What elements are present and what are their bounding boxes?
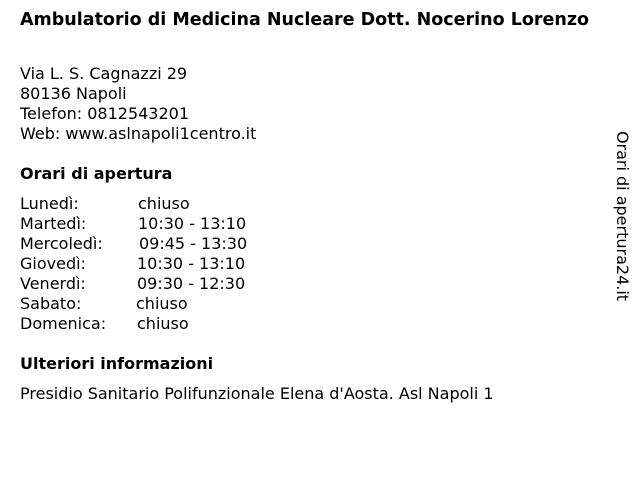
hours-value: chiuso: [137, 314, 189, 333]
day-label: Mercoledì:: [20, 234, 103, 253]
day-label: Giovedì:: [20, 254, 86, 273]
day-label: Venerdì:: [20, 274, 86, 293]
day-label: Martedì:: [20, 214, 87, 233]
day-label: Lunedì:: [20, 194, 79, 213]
more-info-text: Presidio Sanitario Polifunzionale Elena d'Aosta. Asl Napoli 1: [20, 384, 494, 403]
day-label: Domenica:: [20, 314, 107, 333]
more-info-block: [20, 384, 494, 404]
site-watermark: Orari di apertura24.it: [613, 130, 632, 302]
hours-value: 10:30 - 13:10: [137, 254, 246, 273]
city-postcode: 80136 Napoli: [20, 84, 127, 103]
website: Web: www.aslnapoli1centro.it: [20, 124, 257, 143]
street-address: Via L. S. Cagnazzi 29: [20, 64, 188, 83]
hours-value: 09:30 - 12:30: [137, 274, 246, 293]
address-block: [20, 64, 256, 144]
day-label: Sabato:: [20, 294, 82, 313]
hours-value: 09:45 - 13:30: [139, 234, 248, 253]
page-title: Ambulatorio di Medicina Nucleare Dott. Nocerino Lorenzo: [20, 10, 590, 30]
hours-value: chiuso: [138, 194, 190, 213]
phone-number: Telefon: 0812543201: [20, 104, 190, 123]
hours-value: chiuso: [136, 294, 188, 313]
opening-hours-heading: Orari di apertura: [20, 164, 173, 183]
more-info-heading: Ulteriori informazioni: [20, 354, 214, 373]
hours-value: 10:30 - 13:10: [138, 214, 247, 233]
